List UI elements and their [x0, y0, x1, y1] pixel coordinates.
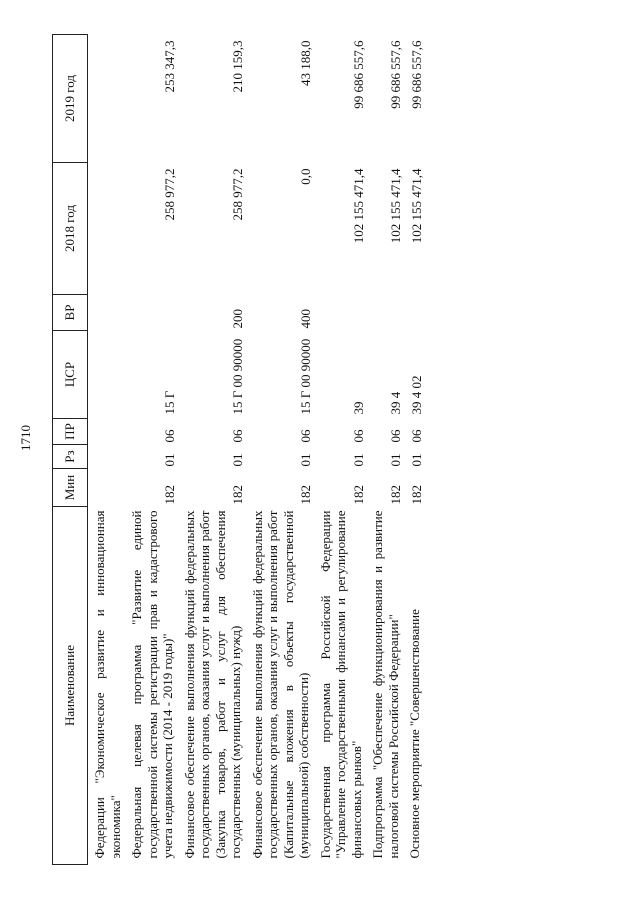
row-pr: 06 — [409, 429, 424, 443]
row-2018: 102 155 471,4 — [409, 168, 424, 244]
row-2019: 43 188,0 — [298, 40, 313, 86]
row-csr: 15 Г 00 90000 — [298, 338, 313, 415]
row-min: 182 — [350, 485, 366, 505]
row-name: Основное мероприятие "Совершенствование — [407, 609, 422, 859]
row-rz: 01 — [387, 453, 403, 467]
row-min: 182 — [409, 485, 424, 505]
row-2018: 102 155 471,4 — [350, 168, 366, 244]
table-body — [88, 35, 425, 865]
row-vr — [125, 295, 178, 331]
row-rz: 01 — [350, 453, 366, 467]
budget-table — [52, 34, 425, 865]
header-vr: ВР — [53, 295, 88, 331]
row-pr: 06 — [230, 429, 245, 443]
row-name: Финансовое обеспечение выполнения функций федеральных государственных органов, оказания услуг и выполнения работ (Капитальные вложения в объекты государственной (муниципальной) собственности) — [249, 510, 311, 859]
row-csr: 39 4 — [387, 391, 403, 415]
row-2018 — [88, 163, 126, 295]
row-min: 182 — [387, 485, 403, 505]
row-2019: 99 686 557,6 — [409, 40, 424, 109]
row-min: 182 — [162, 485, 177, 505]
table-row — [366, 35, 403, 865]
header-csr: ЦСР — [53, 331, 88, 419]
row-vr: 200 — [230, 309, 245, 329]
table-row — [314, 35, 367, 865]
row-name: Финансовое обеспечение выполнения функций федеральных государственных органов, оказания услуг и выполнения работ (Закупка товаров, работ и услуг для обеспечения государственных (муниципальных) нужд) — [181, 510, 243, 859]
table-row — [178, 35, 246, 865]
row-csr: 39 4 02 — [409, 375, 424, 415]
row-rz: 01 — [162, 453, 177, 467]
row-2019: 99 686 557,6 — [350, 40, 366, 109]
table-row — [403, 35, 425, 865]
row-2019: 210 159,3 — [230, 40, 245, 93]
header-row — [53, 35, 88, 865]
row-2018: 0,0 — [298, 168, 313, 185]
header-min: Мин — [53, 469, 88, 507]
page-number: 1710 — [18, 425, 33, 451]
row-pr: 06 — [298, 429, 313, 443]
table-row — [125, 35, 178, 865]
row-2019: 253 347,3 — [162, 40, 177, 93]
row-rz: 01 — [230, 453, 245, 467]
row-2019: 99 686 557,6 — [387, 40, 403, 109]
rotated-page-content — [52, 35, 612, 865]
row-2018: 258 977,2 — [230, 168, 245, 221]
table-row — [246, 35, 314, 865]
row-csr — [88, 331, 126, 419]
row-vr: 400 — [298, 309, 313, 329]
row-2018: 102 155 471,4 — [387, 168, 403, 244]
row-min — [88, 469, 126, 507]
row-pr: 06 — [162, 429, 177, 443]
header-rz: Рз — [53, 445, 88, 469]
row-2018: 258 977,2 — [162, 168, 177, 221]
header-name: Наименование — [53, 507, 88, 865]
row-name: Подпрограмма "Обеспечение функционирования и развитие налоговой системы Российской Федерации" — [370, 510, 401, 859]
header-2019: 2019 год — [53, 35, 88, 163]
row-min: 182 — [298, 485, 313, 505]
row-name: Федеральная целевая программа "Развитие единой государственной системы регистрации прав и кадастрового учета недвижимости (2014 - 2019 годы)" — [129, 510, 175, 859]
row-name: Федерации "Экономическое развитие и инновационная экономика" — [92, 510, 123, 859]
row-min: 182 — [230, 485, 245, 505]
row-rz: 01 — [409, 453, 424, 467]
row-vr — [366, 295, 403, 331]
row-vr — [314, 295, 367, 331]
table-row — [88, 35, 126, 865]
row-pr: 06 — [350, 429, 366, 443]
row-csr: 15 Г — [162, 390, 177, 415]
row-rz: 01 — [298, 453, 313, 467]
row-vr — [403, 295, 425, 331]
table-header — [53, 35, 88, 865]
row-csr: 39 — [350, 401, 366, 415]
row-csr: 15 Г 00 90000 — [230, 338, 245, 415]
header-2018: 2018 год — [53, 163, 88, 295]
row-name: Государственная программа Российской Федерации "Управление государственными финансами и регулирование финансовых рынков" — [317, 510, 364, 859]
row-rz — [88, 445, 126, 469]
row-vr — [88, 295, 126, 331]
row-2019 — [88, 35, 126, 163]
row-pr: 06 — [387, 429, 403, 443]
row-pr — [88, 419, 126, 445]
header-pr: ПР — [53, 419, 88, 445]
